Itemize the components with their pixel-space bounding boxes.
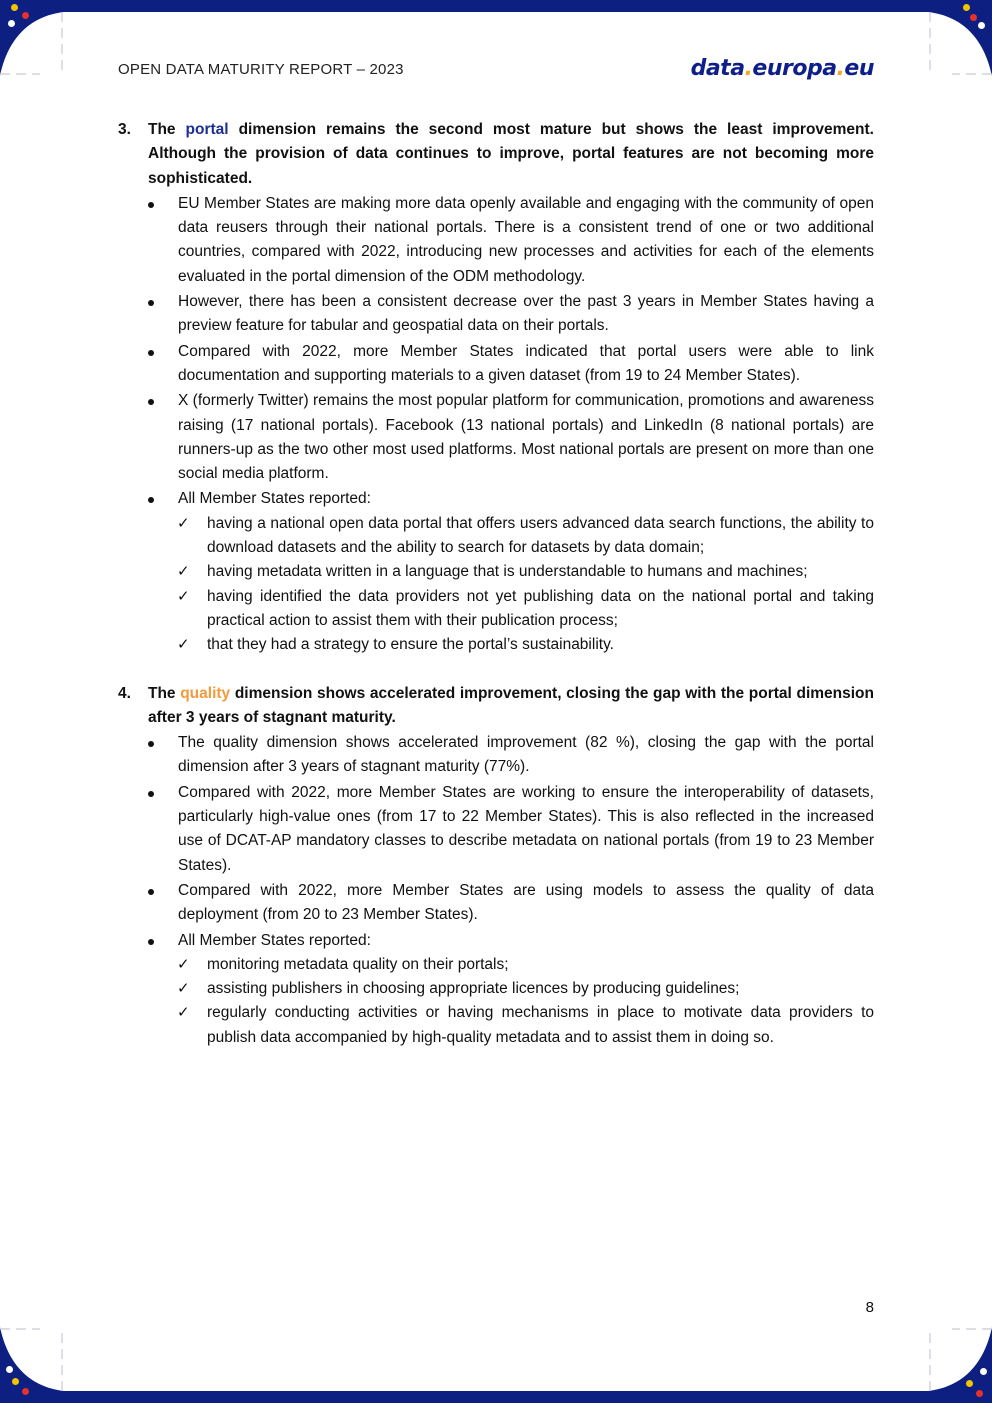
- heading-text: dimension remains the second most mature but shows the least improvement. Although the provision of data continues to improve, portal features are not becoming more sophisticated.: [148, 121, 874, 187]
- page-number: 8: [865, 1299, 874, 1316]
- finding-heading: [118, 118, 874, 191]
- confetti-dot: [970, 14, 977, 21]
- logo-dot: .: [836, 56, 845, 81]
- check-item: [118, 953, 874, 977]
- bullet-dot-icon: [148, 741, 154, 747]
- quality-keyword: quality: [180, 684, 231, 702]
- logo-text: eu: [844, 56, 874, 81]
- logo-text: europa: [752, 56, 837, 81]
- check-item-text: having metadata written in a language that is understandable to humans and machines;: [207, 563, 808, 581]
- confetti-dot: [12, 1378, 19, 1385]
- check-item: [118, 633, 874, 657]
- list-item-text: Compared with 2022, more Member States are working to ensure the interoperability of datasets, particularly high-value ones (from 17 to 22 Member States). This is also reflected in the increased use of DCAT-AP mandatory classes to describe metadata on national portals (from 19 to 23 Member States).: [178, 783, 874, 874]
- corner-decoration-bottom-right: [928, 1327, 992, 1391]
- list-item-text: X (formerly Twitter) remains the most popular platform for communication, promotions and awareness raising (17 national portals). Facebook (13 national portals) and LinkedIn (8 national portals) are runners-up as the two other most used platforms. Most national portals are present on more than one social media platform.: [178, 392, 874, 483]
- confetti-dot: [976, 1390, 983, 1397]
- heading-text: The: [148, 684, 181, 702]
- check-item-text: monitoring metadata quality on their portals;: [207, 955, 509, 973]
- logo-text: data: [690, 56, 745, 81]
- list-item: [118, 929, 874, 953]
- check-list: [118, 953, 874, 1050]
- confetti-dot: [963, 4, 970, 11]
- main-content: [118, 118, 874, 1050]
- check-item-text: that they had a strategy to ensure the portal’s sustainability.: [207, 636, 614, 654]
- list-item: [118, 290, 874, 339]
- finding-number: 3.: [118, 121, 131, 138]
- check-mark-icon: ✓: [177, 563, 190, 581]
- check-item: [118, 977, 874, 1001]
- finding-section-portal: [118, 118, 874, 658]
- finding-section-quality: [118, 682, 874, 1050]
- check-mark-icon: ✓: [177, 514, 190, 532]
- confetti-dot: [966, 1380, 973, 1387]
- check-item: [118, 560, 874, 584]
- bullet-dot-icon: [148, 202, 154, 208]
- heading-text: dimension shows accelerated improvement, closing the gap with the portal dimension after 3 years of stagnant maturity.: [148, 684, 874, 726]
- list-item-text: The quality dimension shows accelerated improvement (82 %), closing the gap with the portal dimension after 3 years of stagnant maturity (77%).: [178, 734, 874, 776]
- heading-text: The: [148, 121, 186, 138]
- portal-keyword: portal: [185, 121, 229, 138]
- check-mark-icon: ✓: [177, 587, 190, 605]
- check-item: [118, 512, 874, 561]
- list-item-text: All Member States reported:: [178, 931, 371, 949]
- bullet-list: [118, 731, 874, 953]
- logo-dot: .: [744, 56, 753, 81]
- check-item: [118, 1001, 874, 1050]
- check-mark-icon: ✓: [177, 636, 190, 654]
- confetti-dot: [22, 1388, 29, 1395]
- list-item-text: Compared with 2022, more Member States indicated that portal users were able to link documentation and supporting materials to a given dataset (from 19 to 24 Member States).: [178, 342, 874, 384]
- check-mark-icon: ✓: [177, 980, 190, 998]
- confetti-dot: [11, 4, 18, 11]
- corner-decoration-bottom-left: [0, 1327, 64, 1391]
- bullet-dot-icon: [148, 300, 154, 306]
- check-list: [118, 512, 874, 658]
- list-item: [118, 879, 874, 928]
- list-item: [118, 192, 874, 289]
- list-item: [118, 731, 874, 780]
- confetti-dot: [22, 12, 29, 19]
- report-header-title: OPEN DATA MATURITY REPORT – 2023: [118, 61, 404, 78]
- bullet-dot-icon: [148, 399, 154, 405]
- confetti-dot: [8, 20, 15, 27]
- check-item: [118, 585, 874, 634]
- bullet-dot-icon: [148, 939, 154, 945]
- confetti-dot: [978, 22, 985, 29]
- bullet-list: [118, 192, 874, 512]
- bullet-dot-icon: [148, 791, 154, 797]
- list-item: [118, 487, 874, 511]
- finding-heading: [118, 682, 874, 731]
- list-item: [118, 340, 874, 389]
- confetti-dot: [980, 1368, 987, 1375]
- bullet-dot-icon: [148, 497, 154, 503]
- finding-number: 4.: [118, 684, 131, 702]
- check-item-text: having identified the data providers not yet publishing data on the national portal and taking practical action to assist them with their publication process;: [207, 587, 874, 629]
- check-mark-icon: ✓: [177, 1004, 190, 1022]
- confetti-dot: [6, 1366, 13, 1373]
- bullet-dot-icon: [148, 889, 154, 895]
- check-item-text: assisting publishers in choosing appropriate licences by producing guidelines;: [207, 980, 740, 998]
- list-item-text: EU Member States are making more data openly available and engaging with the community of open data reusers through their national portals. There is a consistent trend of one or two additional countries, compared with 2022, introducing new processes and activities for each of the elements evaluated in the portal dimension of the ODM methodology.: [178, 194, 874, 285]
- check-item-text: having a national open data portal that offers users advanced data search functions, the ability to download datasets and the ability to search for datasets by data domain;: [207, 514, 874, 557]
- data-europa-logo: [691, 56, 874, 81]
- list-item-text: Compared with 2022, more Member States are using models to assess the quality of data deployment (from 20 to 23 Member States).: [178, 881, 874, 924]
- check-item-text: regularly conducting activities or having mechanisms in place to motivate data providers to publish data accompanied by high-quality metadata and to assist them in doing so.: [207, 1004, 874, 1046]
- check-mark-icon: ✓: [177, 955, 190, 973]
- bullet-dot-icon: [148, 350, 154, 356]
- list-item-text: All Member States reported:: [178, 490, 371, 508]
- list-item: [118, 389, 874, 486]
- list-item: [118, 781, 874, 878]
- list-item-text: However, there has been a consistent decrease over the past 3 years in Member States having a preview feature for tabular and geospatial data on their portals.: [178, 293, 874, 335]
